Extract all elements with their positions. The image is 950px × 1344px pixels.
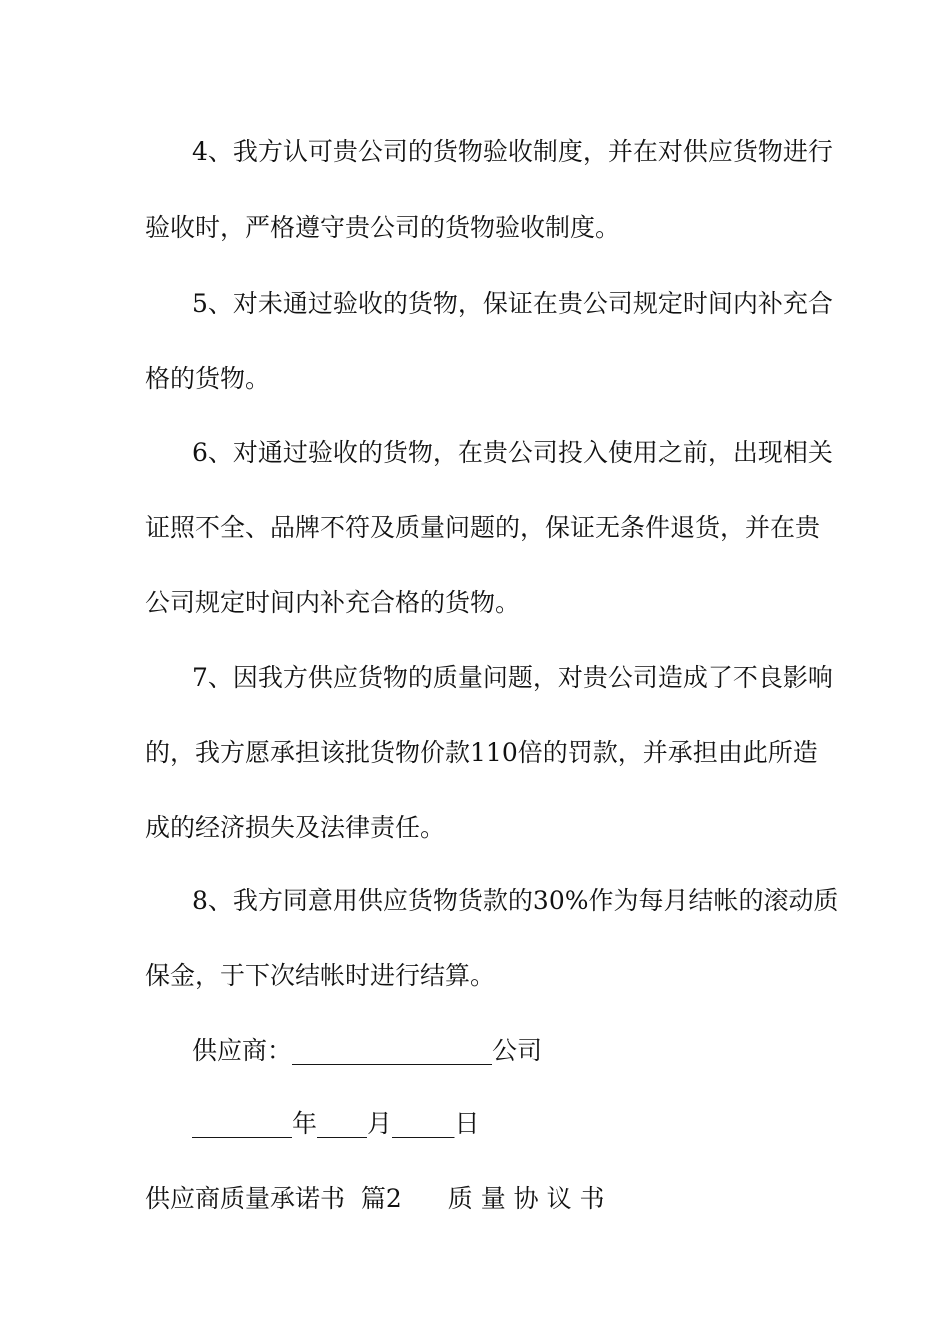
paragraph-6-line-2: 证照不全、品牌不符及质量问题的，保证无条件退货，并在贵 xyxy=(145,513,821,542)
next-section-title xyxy=(0,1183,950,1215)
paragraph-7-line-1: 7、因我方供应货物的质量问题，对贵公司造成了不良影响 xyxy=(192,663,833,692)
section-heading: 供应商质量承诺书 篇2 xyxy=(145,1184,402,1213)
supplier-signature-line: 供应商：________________公司 xyxy=(192,1036,543,1065)
paragraph-5-line-1: 5、对未通过验收的货物，保证在贵公司规定时间内补充合 xyxy=(192,289,833,318)
paragraph-4-line-1: 4、我方认可贵公司的货物验收制度，并在对供应货物进行 xyxy=(192,137,833,166)
paragraph-7-line-3: 成的经济损失及法律责任。 xyxy=(145,813,446,842)
paragraph-6-line-3: 公司规定时间内补充合格的货物。 xyxy=(145,588,521,617)
paragraph-4-line-2: 验收时，严格遵守贵公司的货物验收制度。 xyxy=(145,213,621,242)
date-line: ________年____月_____日 xyxy=(192,1109,480,1138)
paragraph-6-line-1: 6、对通过验收的货物，在贵公司投入使用之前，出现相关 xyxy=(192,438,833,467)
paragraph-8-line-2: 保金，于下次结帐时进行结算。 xyxy=(145,961,496,990)
paragraph-7-line-2: 的，我方愿承担该批货物价款110倍的罚款，并承担由此所造 xyxy=(145,738,818,767)
agreement-title: 质 量 协 议 书 xyxy=(447,1184,605,1213)
paragraph-5-line-2: 格的货物。 xyxy=(145,364,271,393)
paragraph-8-line-1: 8、我方同意用供应货物货款的30%作为每月结帐的滚动质 xyxy=(192,886,839,915)
